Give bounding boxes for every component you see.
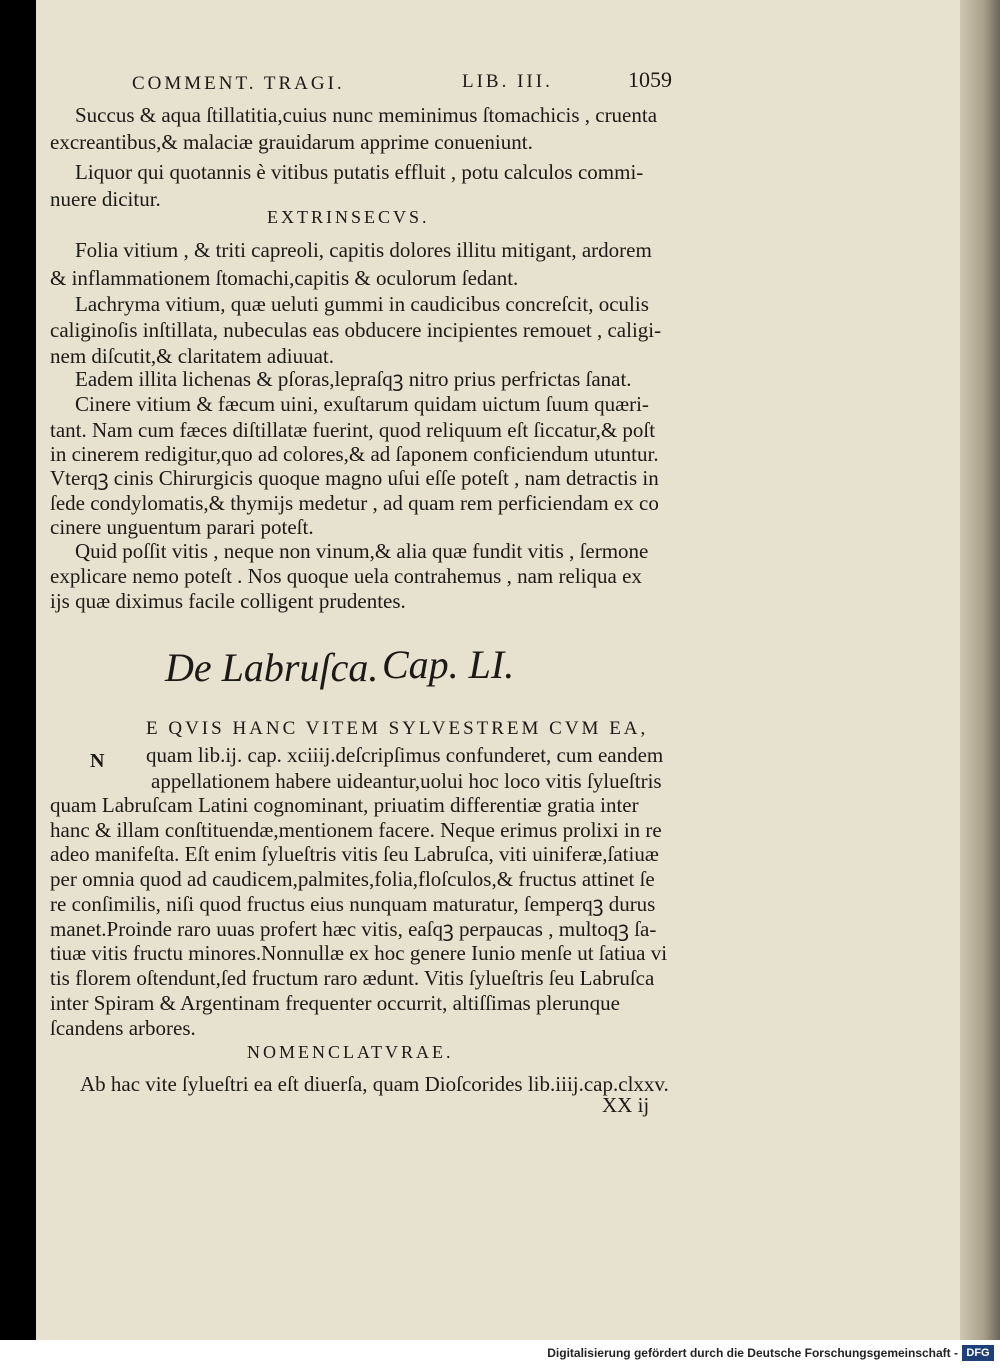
- text-line: ijs quæ diximus facile colligent prudentes.: [50, 589, 406, 613]
- text-line: re conſimilis, niſi quod fructus eius nunquam maturatur, ſemperqꝫ durus: [50, 892, 656, 916]
- text-line: Succus & aqua ſtillatitia,cuius nunc meminimus ſtomachicis , cruenta: [75, 103, 658, 127]
- text-line: tant. Nam cum fæces diſtillatæ fuerint, quod reliquum eſt ſiccatur,& poſt: [50, 418, 656, 442]
- text-line: nuere dicitur.: [50, 187, 161, 211]
- text-line: hanc & illam conſtituendæ,mentionem facere. Neque erimus prolixi in re: [50, 818, 662, 842]
- section-heading: EXTRINSECVS.: [267, 207, 430, 227]
- signature-mark: XX ij: [602, 1093, 650, 1117]
- text-line: quam lib.ij. cap. xciiij.deſcripſimus confunderet, cum eandem: [146, 743, 664, 767]
- text-line: E QVIS HANC VITEM SYLVESTREM CVM EA,: [146, 718, 649, 739]
- text-line: tiuæ vitis fructu minores.Nonnullæ ex hoc genere Iunio menſe ut ſatiua vi: [50, 941, 668, 965]
- text-line: excreantibus,& malaciæ grauidarum apprime conueniunt.: [50, 130, 533, 154]
- text-line: quam Labruſcam Latini cognominant, priuatim differentiæ gratia inter: [50, 793, 639, 817]
- text-line: Ab hac vite ſylueſtri ea eſt diuerſa, quam Dioſcorides lib.iiij.cap.clxxv.: [80, 1072, 669, 1096]
- book-number: LIB. III.: [462, 71, 553, 92]
- text-line: Cinere vitium & fæcum uini, exuſtarum quidam uictum ſuum quæri-: [75, 392, 649, 416]
- text-line: inter Spiram & Argentinam frequenter occurrit, altiſſimas plerunque: [50, 991, 620, 1015]
- text-line: Folia vitium , & triti capreoli, capitis dolores illitu mitigant, ardorem: [75, 238, 652, 262]
- text-line: tis florem oſtendunt,ſed fructum raro ædunt. Vitis ſylueſtris ſeu Labruſca: [50, 966, 655, 990]
- drop-cap: N: [90, 750, 105, 772]
- dfg-logo: DFG: [962, 1345, 994, 1361]
- text-line: per omnia quod ad caudicem,palmites,folia,floſculos,& fructus attinet ſe: [50, 867, 655, 891]
- text-line: ſcandens arbores.: [50, 1016, 196, 1040]
- page-edge-shadow: [960, 0, 1000, 1340]
- text-line: nem diſcutit,& claritatem adiuuat.: [50, 344, 334, 368]
- text-line: explicare nemo poteſt . Nos quoque uela contrahemus , nam reliqua ex: [50, 564, 642, 588]
- text-line: & inflammationem ſtomachi,capitis & oculorum ſedant.: [50, 266, 519, 290]
- page-number: 1059: [628, 67, 672, 92]
- text-line: Lachryma vitium, quæ ueluti gummi in caudicibus concreſcit, oculis: [75, 292, 649, 316]
- running-title: COMMENT. TRAGI.: [132, 73, 345, 94]
- footer-bar: [0, 1340, 1000, 1368]
- text-line: cinere unguentum parari poteſt.: [50, 515, 314, 539]
- chapter-number: Cap. LI.: [382, 642, 515, 687]
- section-heading: NOMENCLATVRAE.: [247, 1042, 454, 1062]
- text-line: Vterqꝫ cinis Chirurgicis quoque magno uſui eſſe poteſt , nam detractis in: [50, 466, 659, 490]
- text-line: ſede condylomatis,& thymijs medetur , ad quam rem perficiendam ex co: [50, 491, 659, 515]
- footer-credit: Digitalisierung gefördert durch die Deutsche Forschungsgemeinschaft -: [547, 1346, 958, 1360]
- text-line: manet.Proinde raro uuas profert hæc vitis, eaſqꝫ perpaucas , multoqꝫ ſa-: [50, 917, 657, 941]
- text-line: Eadem illita lichenas & pſoras,lepraſqꝫ nitro prius perfrictas ſanat.: [75, 367, 632, 391]
- text-line: appellationem habere uideantur,uolui hoc loco vitis ſylueſtris: [151, 769, 662, 793]
- text-line: adeo manifeſta. Eſt enim ſylueſtris vitis ſeu Labruſca, viti uiniferæ,ſatiuæ: [50, 842, 659, 866]
- chapter-title: De Labruſca.: [165, 645, 379, 690]
- text-line: Liquor qui quotannis è vitibus putatis effluit , potu calculos commi-: [75, 160, 644, 184]
- text-line: in cinerem redigitur,quo ad colores,& ad ſaponem conficiendum utuntur.: [50, 442, 659, 466]
- text-line: caliginoſis inſtillata, nubeculas eas obducere incipientes remouet , caligi-: [50, 318, 662, 342]
- text-line: Quid poſſit vitis , neque non vinum,& alia quæ fundit vitis , ſermone: [75, 539, 649, 563]
